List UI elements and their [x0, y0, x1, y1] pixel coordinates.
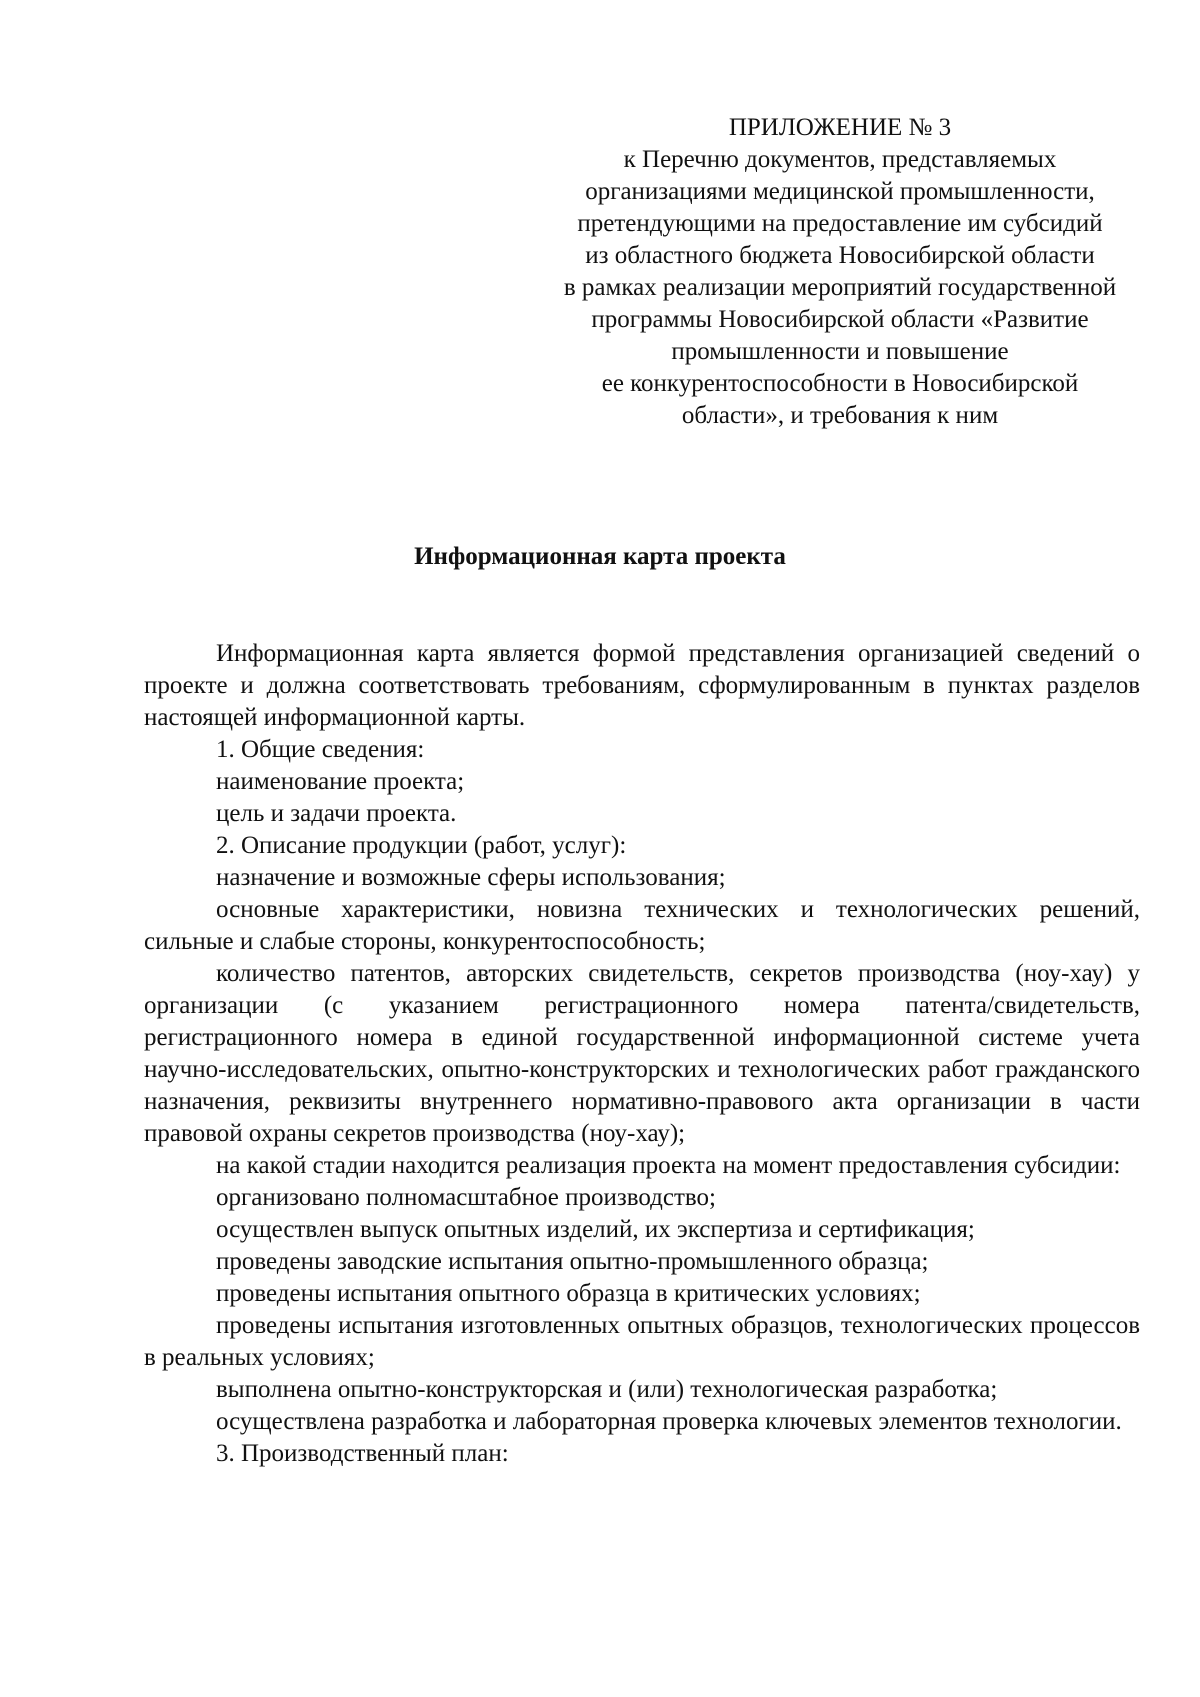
list-paragraph: количество патентов, авторских свидетельств, секретов производства (ноу-хау) у организации (с указанием регистрационного номера патента/свидетельств, регистрационного номера в единой государственной информационной системе учета научно-исследовательских, опытно-конструкторских и технологических работ гражданского назначения, реквизиты внутреннего нормативно-правового акта организации в части правовой охраны секретов производства (ноу-хау); — [144, 960, 1140, 1147]
list-paragraph: на какой стадии находится реализация проекта на момент предоставления субсидии: — [216, 1152, 1121, 1179]
stage-item: осуществлена разработка и лабораторная проверка ключевых элементов технологии. — [216, 1408, 1122, 1435]
appendix-number: ПРИЛОЖЕНИЕ № 3 — [728, 114, 952, 141]
intro-paragraph: Информационная карта является формой представления организацией сведений о проекте и должна соответствовать требованиям, сформулированным в пунктах разделов настоящей информационной карты. — [144, 640, 1140, 731]
stage-item: проведены заводские испытания опытно-промышленного образца; — [216, 1248, 929, 1275]
appendix-caption-line: программы Новосибирской области «Развитие — [591, 306, 1089, 333]
list-paragraph: основные характеристики, новизна технических и технологических решений, сильные и слабые стороны, конкурентоспособность; — [144, 896, 1140, 955]
list-item: назначение и возможные сферы использования; — [216, 864, 726, 891]
document-title: Информационная карта проекта — [414, 543, 786, 570]
appendix-caption-line: к Перечню документов, представляемых — [623, 146, 1057, 173]
stage-item: организовано полномасштабное производство; — [216, 1184, 716, 1211]
appendix-caption-line: претендующими на предоставление им субсидий — [577, 210, 1103, 237]
appendix-caption-line: области», и требования к ним — [681, 402, 999, 429]
section-heading-products: 2. Описание продукции (работ, услуг): — [216, 832, 627, 859]
list-item: цель и задачи проекта. — [216, 800, 457, 827]
appendix-caption-line: в рамках реализации мероприятий государственной — [563, 274, 1117, 301]
appendix-caption-line: промышленности и повышение — [671, 338, 1009, 365]
appendix-header — [470, 112, 1200, 432]
stage-item: осуществлен выпуск опытных изделий, их экспертиза и сертификация; — [216, 1216, 975, 1243]
section-heading-production-plan: 3. Производственный план: — [216, 1440, 509, 1467]
appendix-caption-line: из областного бюджета Новосибирской области — [585, 242, 1095, 269]
stage-item: проведены испытания опытного образца в критических условиях; — [216, 1280, 921, 1307]
stage-item: выполнена опытно-конструкторская и (или) технологическая разработка; — [216, 1376, 998, 1403]
appendix-caption-line: ее конкурентоспособности в Новосибирской — [601, 370, 1079, 397]
section-heading-general: 1. Общие сведения: — [216, 736, 425, 763]
stage-item: проведены испытания изготовленных опытных образцов, технологических процессов в реальных условиях; — [144, 1312, 1140, 1371]
list-item: наименование проекта; — [216, 768, 465, 795]
appendix-caption-line: организациями медицинской промышленности, — [585, 178, 1095, 205]
document-body — [144, 638, 1140, 1470]
